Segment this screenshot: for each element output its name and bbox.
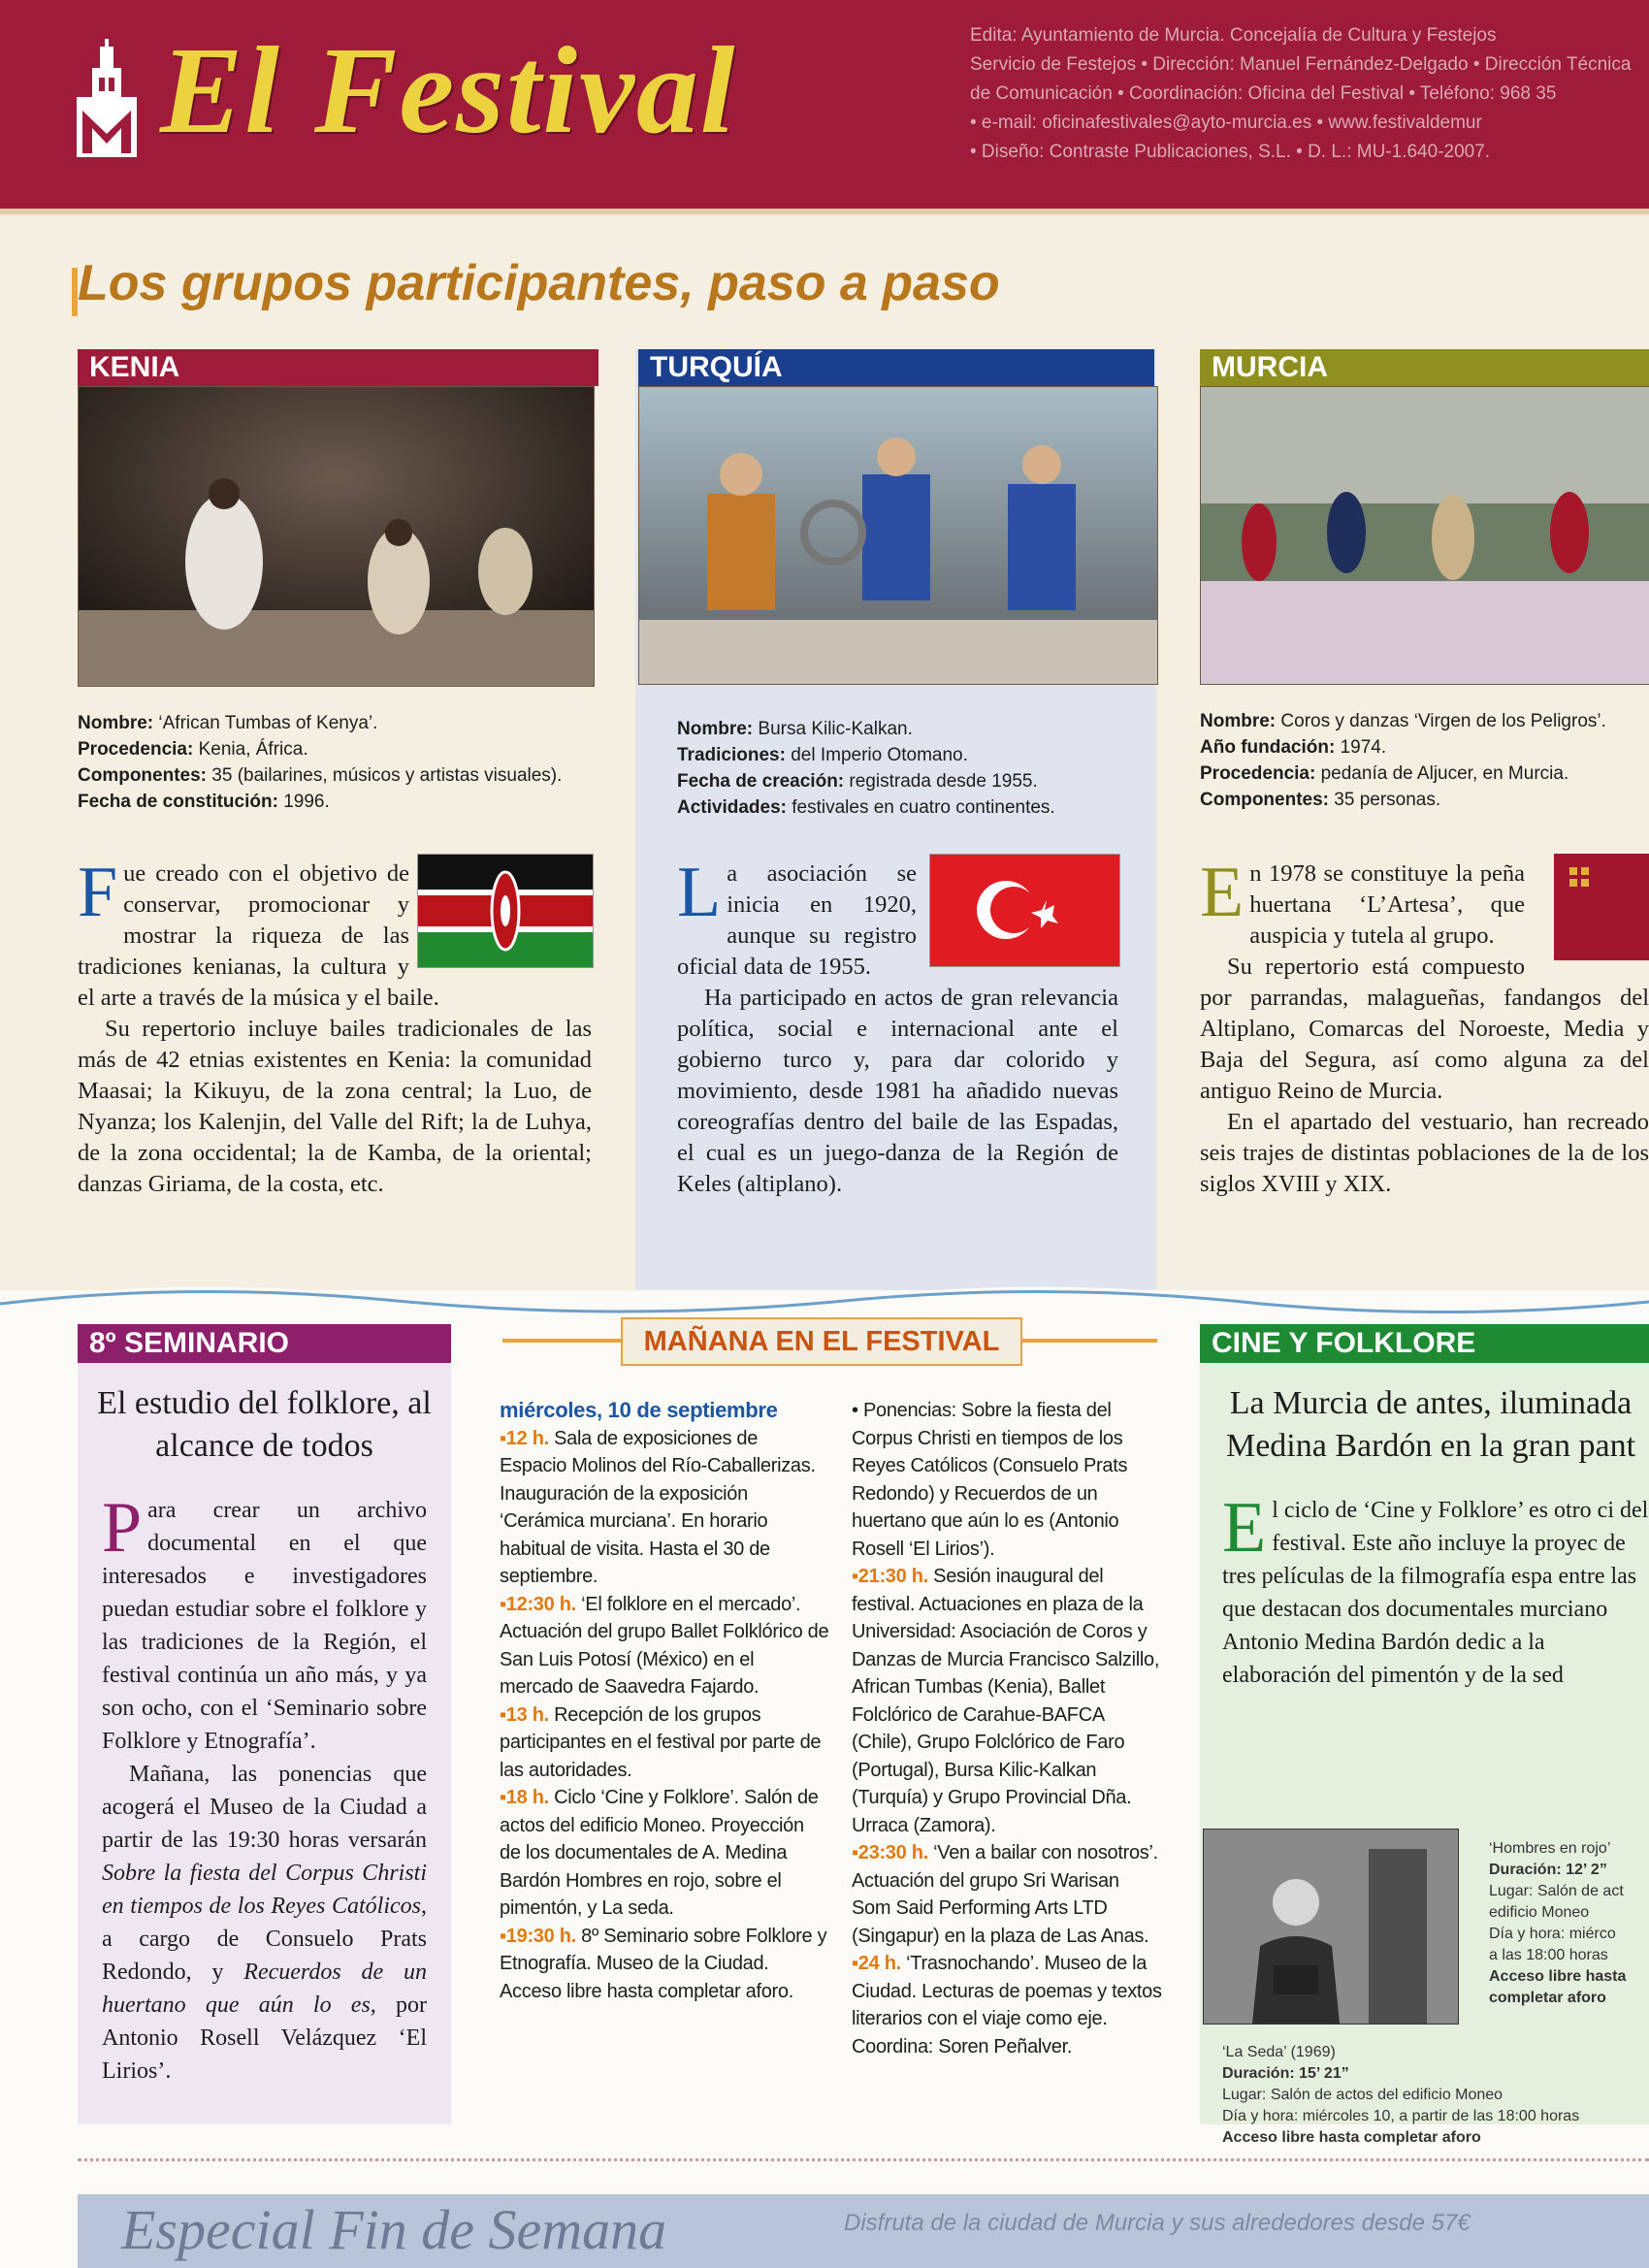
- medina-bardon-photo: [1203, 1829, 1459, 2025]
- agenda-text: Recepción de los grupos participantes en el festival por parte de las autoridades.: [500, 1703, 822, 1781]
- credit-line: de Comunicación • Coordinación: Oficina del Festival • Teléfono: 968 35: [970, 83, 1557, 104]
- info-value: del Imperio Otomano.: [791, 745, 968, 765]
- agenda-text: Ciclo ‘Cine y Folklore’. Salón de actos del edificio Moneo. Proyección de los documentales de A. Medina Bardón Hombres en rojo, sobre el pimentón, y La seda.: [500, 1787, 819, 1919]
- agenda-item: [852, 1950, 1162, 2060]
- info-value: festivales en cuatro continentes.: [792, 797, 1055, 818]
- paragraph: ue creado con el objetivo de conservar, promocionar y mostrar la riqueza de las tradiciones kenianas, la cultura y el arte a través de la música y el baile.: [78, 860, 439, 1011]
- agenda-time: 24 h.: [857, 1953, 901, 1974]
- credit-line: Edita: Ayuntamiento de Murcia. Concejalía de Cultura y Festejos: [970, 25, 1497, 46]
- film-detail: a las 18:00 horas: [1489, 1947, 1608, 1963]
- info-label: Tradiciones:: [677, 745, 786, 765]
- footer-note: Disfruta de la ciudad de Murcia y sus alrededores desde 57€: [844, 2210, 1471, 2236]
- paragraph-title: Recuerdos de un huertano que aún lo es: [102, 1960, 427, 2018]
- masthead-title: El Festival: [160, 21, 737, 159]
- agenda-time-bullet: ▪: [500, 1427, 506, 1449]
- cine-headline: [1212, 1382, 1649, 1468]
- drop-cap: P: [102, 1488, 143, 1568]
- cine-headline-line: La Murcia de antes, iluminada: [1229, 1385, 1633, 1421]
- info-value: 1974.: [1340, 737, 1387, 758]
- seminario-tab: 8º SEMINARIO: [78, 1324, 451, 1363]
- credit-line: • Diseño: Contraste Publicaciones, S.L. • D. L.: MU-1.640-2007.: [970, 142, 1491, 162]
- drop-cap: E: [1200, 859, 1245, 932]
- kenia-dancers-image: [79, 387, 594, 686]
- murcia-info: [1200, 708, 1649, 813]
- info-label: Nombre:: [1200, 711, 1277, 731]
- agenda-item: [500, 1784, 829, 1923]
- paragraph: ara crear un archivo documental en el que interesados e investigadores puedan estudiar sobre el folklore y las tradiciones de la Región, el festival continúa un año más, y ya son ocho, con el ‘Seminario sobre Folklore y Etnografía’.: [102, 1498, 427, 1754]
- murcia-dancers-image: [1201, 387, 1649, 684]
- agenda-time-bullet: ▪: [852, 1566, 858, 1587]
- agenda-ponencias: • Ponencias: Sobre la fiesta del Corpus Christi en tiempos de los Reyes Católicos (Consuelo Prats Redondo) y Recuerdos de un huertano que aún lo es (Antonio Rosell ‘El Lirios’).: [852, 1400, 1128, 1560]
- agenda-time-bullet: ▪: [852, 1842, 858, 1863]
- agenda-time: 19:30 h.: [505, 1925, 576, 1947]
- info-label: Componentes:: [78, 765, 207, 786]
- film2-info: [1222, 2042, 1649, 2149]
- info-label: Procedencia:: [1200, 763, 1316, 784]
- agenda-text: Sala de exposiciones de Espacio Molinos del Río-Caballerizas. Inauguración de la exposición ‘Cerámica murciana’. En horario habitual de visita. Hasta el 30 de septiembre.: [500, 1427, 816, 1587]
- drop-cap: L: [677, 853, 722, 932]
- credit-line: Servicio de Festejos • Dirección: Manuel Fernández-Delgado • Dirección Técnica: [970, 54, 1632, 75]
- paragraph-part: , a cargo de Consuelo Prats Redondo, y: [102, 1894, 427, 1985]
- film-detail: Día y hora: miérco: [1489, 1926, 1616, 1942]
- info-value: Coros y danzas ‘Virgen de los Peligros’.: [1280, 711, 1606, 731]
- cine-body: [1222, 1494, 1649, 1692]
- footer-title: Especial Fin de Semana: [121, 2198, 667, 2261]
- manana-tab: MAÑANA EN EL FESTIVAL: [621, 1317, 1022, 1366]
- info-label: Componentes:: [1200, 790, 1329, 810]
- film-detail: edificio Moneo: [1489, 1904, 1590, 1921]
- film-detail: Acceso libre hasta completar aforo: [1222, 2129, 1481, 2146]
- film-detail: Duración: 12’ 2”: [1489, 1862, 1607, 1878]
- agenda-text: ‘Ven a bailar con nosotros’. Actuación del grupo Sri Warisan Som Said Performing Arts LTD (Singapur) en la plaza de Las Anas.: [852, 1842, 1158, 1947]
- film-detail: Lugar: Salón de act: [1489, 1883, 1624, 1899]
- info-label: Actividades:: [677, 797, 787, 818]
- murcia-tower-logo: [73, 39, 141, 160]
- footer-dotted-rule: [78, 2158, 1649, 2161]
- paragraph: l ciclo de ‘Cine y Folklore’ es otro ci del festival. Este año incluye la proyec de tres películas de la filmografía espa entre las que destacan dos documentales murciano Antonio Medina Bardón dedic a la elaboración del pimentón y de la sed: [1222, 1498, 1649, 1688]
- paragraph-part: Mañana, las ponencias que acogerá el Museo de la Ciudad a partir de las 19:30 horas versarán: [102, 1762, 427, 1853]
- info-label: Procedencia:: [78, 739, 194, 760]
- seminario-headline: El estudio del folklore, al alcance de todos: [97, 1385, 432, 1464]
- agenda-item: [500, 1425, 829, 1591]
- agenda-text: ‘Trasnochando’. Museo de la Ciudad. Lecturas de poemas y textos literarios con el viaje como eje. Coordina: Soren Peñalver.: [852, 1953, 1162, 2057]
- film-detail: Día y hora: miércoles 10, a partir de las 18:00 horas: [1222, 2108, 1580, 2124]
- turquia-photo: [638, 386, 1158, 685]
- agenda-time: 12:30 h.: [505, 1593, 576, 1615]
- info-value: 1996.: [283, 792, 330, 812]
- film-detail: Acceso libre hasta: [1489, 1968, 1627, 1985]
- masthead-credits: [970, 21, 1639, 167]
- paragraph: Su repertorio está compuesto por parrandas, malagueñas, fandangos del Altiplano, Comarcas del Noroeste, Media y Baja del Segura, así como alguna za del antiguo Reino de Murcia.: [1200, 954, 1649, 1104]
- film1-info: [1489, 1838, 1649, 2009]
- info-label: Nombre:: [78, 713, 154, 733]
- agenda-item: [500, 1591, 829, 1701]
- agenda-left: [500, 1397, 829, 2005]
- info-value: pedanía de Aljucer, en Murcia.: [1320, 763, 1569, 784]
- agenda-right: [852, 1397, 1162, 2060]
- drop-cap: F: [78, 853, 118, 932]
- murcia-photo: [1200, 386, 1649, 685]
- agenda-item: [852, 1839, 1162, 1950]
- kenia-body: [78, 853, 592, 1200]
- agenda-time: 23:30 h.: [857, 1842, 928, 1863]
- cine-headline-line: Medina Bardón en la gran pant: [1225, 1428, 1636, 1464]
- paragraph: Su repertorio incluye bailes tradicionales de las más de 42 etnias existentes en Kenia: la comunidad Maasai; la Kikuyu, de la zona central; la Luo, de Nyanza; los Kalenjin, del Valle del Rift; la de Luhya, de la zona occidental; la de Kamba, de la oriental; danzas Giriama, de la costa, etc.: [78, 1016, 592, 1197]
- section-heading: Los grupos participantes, paso a paso: [78, 255, 1000, 311]
- paragraph: a asociación se inicia en 1920, aunque su registro oficial data de 1955.: [677, 860, 917, 980]
- film-title: ‘La Seda’ (1969): [1222, 2044, 1336, 2060]
- turquia-sword-dancers-image: [639, 387, 1157, 684]
- agenda-date: miércoles, 10 de septiembre: [500, 1398, 778, 1422]
- film-detail: Duración: 15’ 21”: [1222, 2065, 1349, 2082]
- info-label: Año fundación:: [1200, 737, 1336, 758]
- agenda-time-bullet: ▪: [500, 1703, 506, 1726]
- turquia-body: [677, 853, 1118, 1200]
- kenia-tab: KENIA: [78, 349, 598, 386]
- agenda-time-bullet: ▪: [500, 1787, 506, 1808]
- murcia-body: [1200, 859, 1649, 1200]
- seminario-body: [102, 1488, 427, 2088]
- agenda-time: 18 h.: [505, 1787, 549, 1808]
- kenia-info: [78, 710, 621, 815]
- credit-line: • e-mail: oficinafestivales@ayto-murcia.es • www.festivaldemur: [970, 113, 1482, 133]
- paragraph: n 1978 se constituye la peña huertana ‘L’Artesa’, que auspicia y tutela al grupo.: [1249, 860, 1525, 949]
- info-value: Kenia, África.: [198, 739, 308, 760]
- agenda-item: [500, 1701, 829, 1785]
- paragraph-part: , por Antonio Rosell Velázquez ‘El Lirios’.: [102, 1993, 427, 2084]
- agenda-time: 12 h.: [505, 1427, 549, 1449]
- film-title: ‘Hombres en rojo’: [1489, 1840, 1611, 1857]
- paragraph: En el apartado del vestuario, han recreado seis trajes de distintas poblaciones de la de los siglos XVIII y XIX.: [1200, 1109, 1649, 1197]
- info-label: Fecha de constitución:: [78, 792, 278, 812]
- paragraph-title: Sobre la fiesta del Corpus Christi en tiempos de los Reyes Católicos: [102, 1861, 427, 1919]
- kenia-photo: [78, 386, 595, 687]
- info-value: registrada desde 1955.: [849, 771, 1038, 792]
- bw-portrait-image: [1204, 1830, 1458, 2024]
- info-label: Nombre:: [677, 719, 754, 739]
- turquia-info: [677, 716, 1152, 821]
- agenda-item: [500, 1923, 829, 2006]
- turquia-tab: TURQUÍA: [638, 349, 1154, 386]
- info-value: ‘African Tumbas of Kenya’.: [158, 713, 378, 733]
- drop-cap: E: [1222, 1494, 1267, 1568]
- paragraph: Ha participado en actos de gran relevancia política, social e internacional ante el gobierno turco y, para dar colorido y movimiento, desde 1981 ha añadido nuevas coreografías dentro del baile de las Espadas, el cual es un juego-danza de la Región de Keles (altiplano).: [677, 985, 1118, 1197]
- agenda-text: 8º Seminario sobre Folklore y Etnografía. Museo de la Ciudad. Acceso libre hasta completar aforo.: [500, 1925, 827, 2002]
- film-detail: completar aforo: [1489, 1990, 1606, 2006]
- agenda-text: Sesión inaugural del festival. Actuaciones en plaza de la Universidad: Asociación de Coros y Danzas de Murcia Francisco Salzillo, African Tumbas (Kenia), Ballet Folclórico de Carahue-BAFCA (Chile), Grupo Folclórico de Faro (Portugal), Bursa Kilic-Kalkan (Turquía) y Grupo Provincial Dña. Urraca (Zamora).: [852, 1566, 1160, 1836]
- info-value: Bursa Kilic-Kalkan.: [758, 719, 913, 739]
- murcia-tab: MURCIA: [1200, 349, 1649, 386]
- info-value: 35 (bailarines, músicos y artistas visuales).: [211, 765, 563, 786]
- info-label: Fecha de creación:: [677, 771, 845, 792]
- agenda-time-bullet: ▪: [500, 1925, 506, 1947]
- agenda-item: [852, 1563, 1162, 1839]
- film-detail: Lugar: Salón de actos del edificio Moneo: [1222, 2087, 1504, 2103]
- cine-tab: CINE Y FOLKLORE: [1200, 1324, 1649, 1363]
- info-value: 35 personas.: [1334, 790, 1441, 810]
- agenda-time: 21:30 h.: [857, 1566, 928, 1587]
- agenda-time-bullet: ▪: [852, 1953, 858, 1974]
- agenda-time-bullet: ▪: [500, 1593, 506, 1615]
- agenda-text: ‘El folklore en el mercado’. Actuación del grupo Ballet Folklórico de San Luis Potosí (México) en el mercado de Saavedra Fajardo.: [500, 1593, 829, 1698]
- agenda-time: 13 h.: [505, 1703, 549, 1726]
